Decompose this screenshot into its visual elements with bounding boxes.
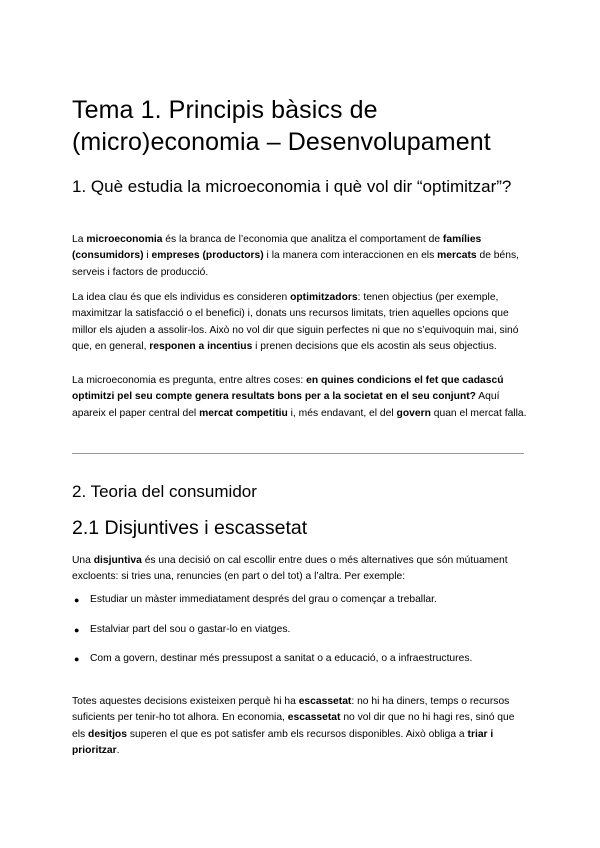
list-item: ● Estudiar un màster immediatament després del grau o començar a treballar. xyxy=(72,592,532,622)
subsection-2-1-heading: 2.1 Disjuntives i escassetat xyxy=(72,517,308,539)
page-title: Tema 1. Principis bàsics de (micro)economia – Desenvolupament xyxy=(72,96,491,156)
section-divider xyxy=(72,453,524,454)
paragraph-escassetat: Totes aquestes decisions existeixen perquè hi ha escassetat: no hi ha diners, temps o recursos suficients per tenir-ho tot alhora. En economia, escassetat no vol dir que no hi hagi res, sinó que els desitjos superen el que es pot satisfer amb els recursos disponibles. Això obliga a triar i prioritzar. xyxy=(72,696,515,756)
bullet-icon: ● xyxy=(74,595,80,605)
section-2-heading: 2. Teoria del consumidor xyxy=(72,482,257,501)
paragraph-optimizers: La idea clau és que els individus es consideren optimitzadors: tenen objectius (per exemple, maximitzar la satisfacció o el benefici) i, donats uns recursos limitats, trien aquelles opcions que millor els ajuden a assolir-los. Això no vol dir que siguin perfectes ni que no s’equivoquin mai, sinó que, en general, responen a incentius i prenen decisions que els acostin als seus objectius. xyxy=(72,292,519,352)
examples-list xyxy=(72,592,532,681)
bullet-icon: ● xyxy=(74,624,80,635)
bullet-icon: ● xyxy=(74,654,80,664)
paragraph-key-question: La microeconomia es pregunta, entre altres coses: en quines condicions el fet que cadascú optimitzi pel seu compte genera resultats bons per a la societat en el seu conjunt? Aquí apareix el paper central del mercat competitiu i, més endavant, el del govern quan el mercat falla. xyxy=(72,375,527,419)
section-1-heading: 1. Què estudia la microeconomia i què vol dir “optimitzar”? xyxy=(72,177,512,196)
paragraph-disjuntiva: Una disjuntiva és una decisió on cal escollir entre dues o més alternatives que són mútuament excloents: si tries una, renuncies (en part o del tot) a l’altra. Per exemple: xyxy=(72,555,508,583)
paragraph-microeconomia-definition: La microeconomia és la branca de l’economia que analitza el comportament de famílies (consumidors) i empreses (productors) i la manera com interaccionen en els mercats de béns, serveis i factors de producció. xyxy=(72,234,519,278)
list-item: ● Estalviar part del sou o gastar-lo en viatges. xyxy=(72,622,532,652)
list-item: ● Com a govern, destinar més pressupost a sanitat o a educació, o a infraestructures. xyxy=(72,651,532,681)
